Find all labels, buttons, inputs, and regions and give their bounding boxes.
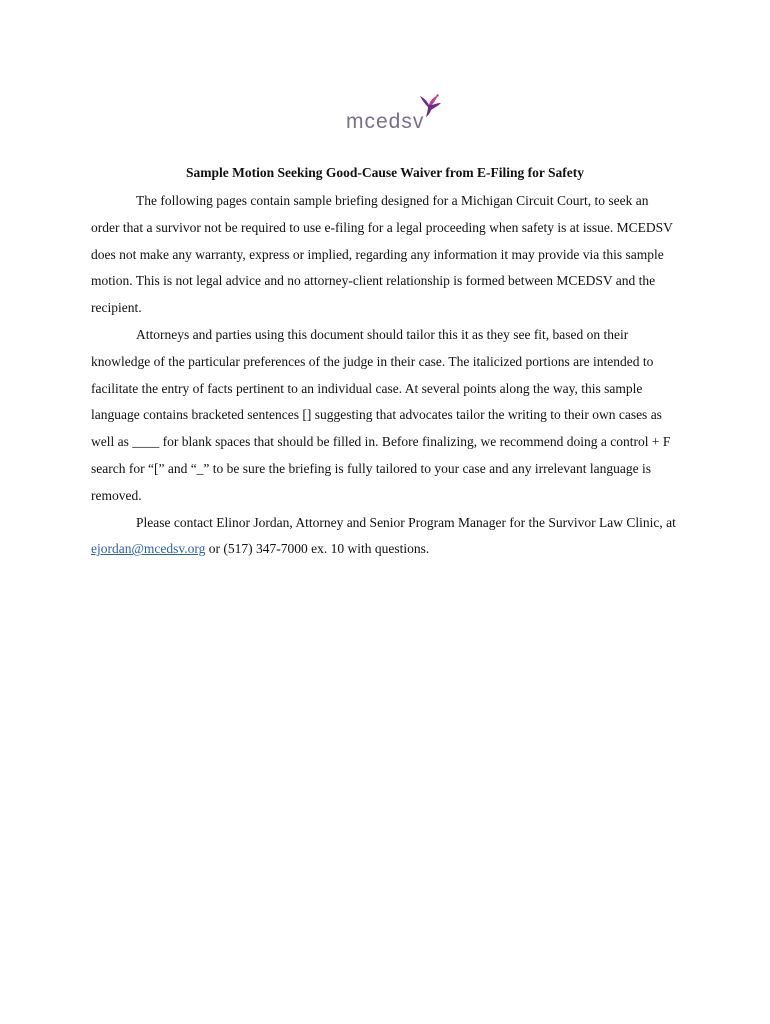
mcedsv-logo — [346, 92, 446, 138]
paragraph-instructions: Attorneys and parties using this document should tailor this it as they see fit, based on their knowledge of the particular preferences of the judge in their case. The italicized portions are intended to facilitate the entry of facts pertinent to an individual case. At several points along the way, this sample language contains bracketed sentences [] suggesting that advocates tailor the writing to their own cases as well as ____ for blank spaces that should be filled in. Before finalizing, we recommend doing a control + F search for “[” and “_” to be sure the briefing is fully tailored to your case and any irrelevant language is removed. — [91, 326, 671, 503]
document-title: Sample Motion Seeking Good-Cause Waiver from E-Filing for Safety — [186, 165, 584, 180]
paragraph-contact — [91, 510, 679, 564]
hummingbird-icon — [418, 92, 442, 118]
document-body — [91, 188, 679, 563]
email-link[interactable]: ejordan@mcedsv.org — [91, 541, 206, 557]
logo-text: mcedsv — [346, 110, 425, 133]
paragraph-disclaimer: The following pages contain sample briefing designed for a Michigan Circuit Court, to seek an order that a survivor not be required to use e-filing for a legal proceeding when safety is at issue. MCEDSV does not make any warranty, express or implied, regarding any information it may provide via this sample motion. This is not legal advice and no attorney-client relationship is formed between MCEDSV and the recipient. — [91, 193, 673, 316]
contact-text-after: or (517) 347-7000 ex. 10 with questions. — [205, 541, 430, 557]
contact-text: Please contact Elinor Jordan, Attorney and Senior Program Manager for the Survivor Law Clinic, at — [136, 514, 676, 530]
